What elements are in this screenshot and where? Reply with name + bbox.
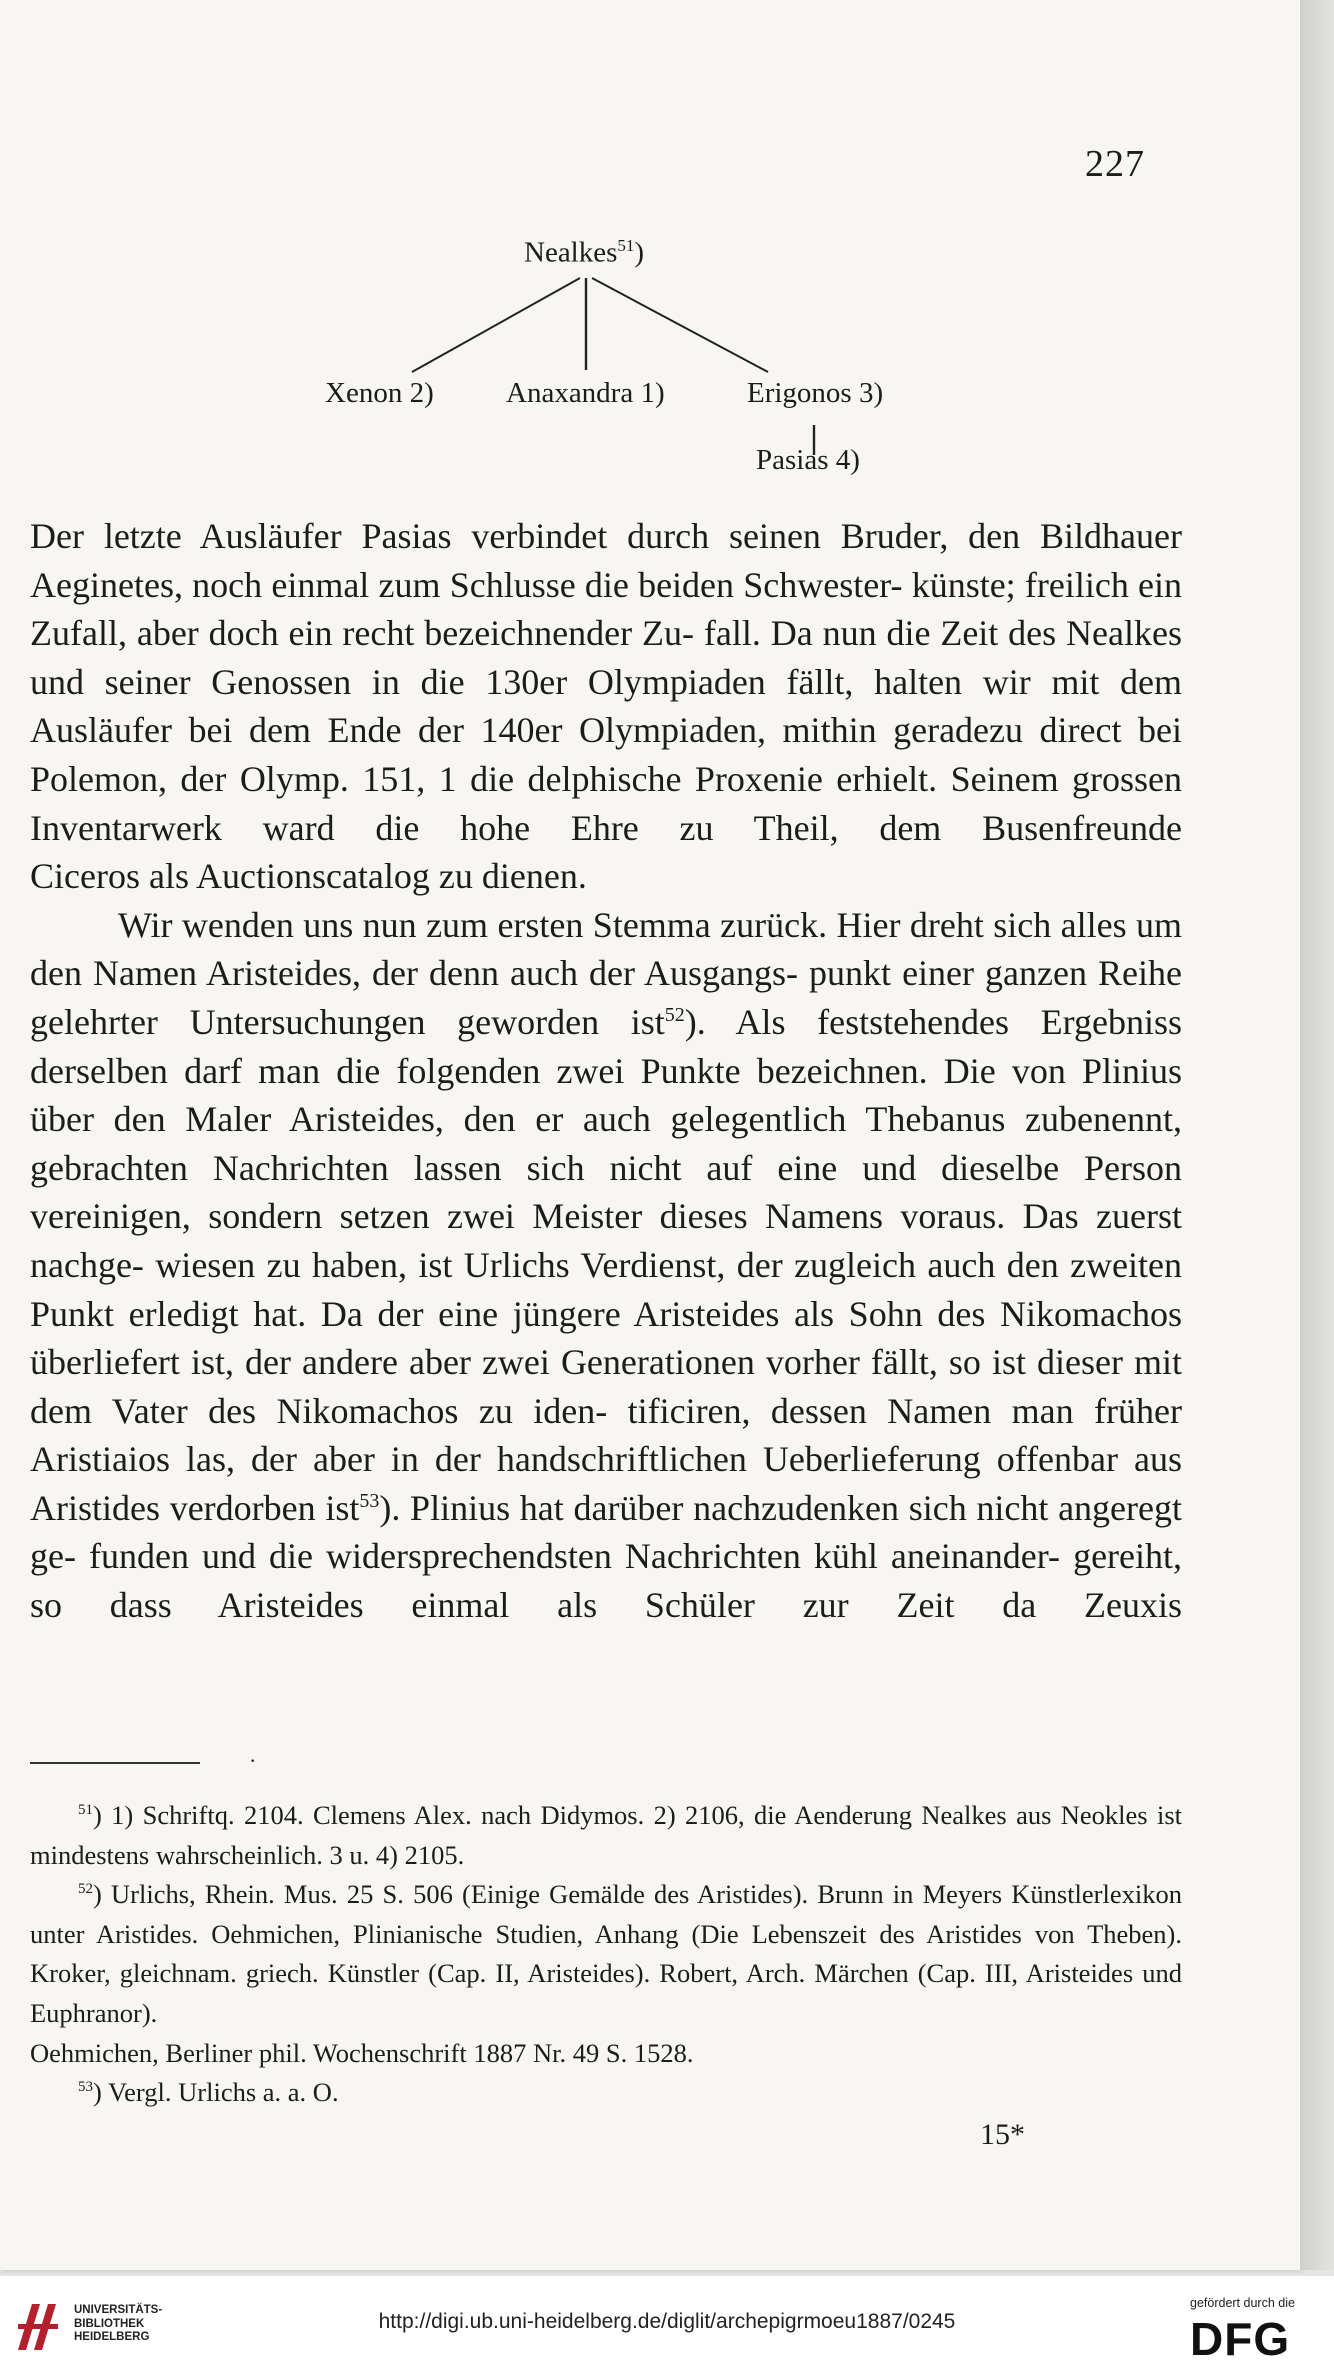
signature-mark: 15* (980, 2118, 1025, 2151)
text-line: funden und die widersprechendsten Nachrichten kühl aneinander- (89, 1536, 1061, 1577)
text-line: Punkte bezeichnen. Die von Plinius über den Maler Aristeides, den (30, 1050, 1182, 1140)
text-line: tificiren, dessen Namen man früher Aristiaios las, der aber in der (30, 1390, 1182, 1480)
text-line: der 140er Olympiaden, mithin geradezu direct bei Polemon, der (30, 710, 1183, 799)
text-line: punkt einer ganzen Reihe gelehrter Untersuchungen geworden ist (30, 953, 1182, 1042)
footnote-separator (30, 1762, 200, 1764)
text-line: vorher fällt, so ist dieser mit dem Vater des Nikomachos zu iden- (30, 1342, 1182, 1431)
text-line: lassen sich nicht auf eine und dieselbe Person vereinigen, sondern (30, 1147, 1183, 1237)
footnote-52: $^{52}$) Urlichs, Rhein. Mus. 25 S. 506 (Einige Gemälde des Aristides). Brunn in Meyers Künstlerlexikon unter Aristides. Oehmichen, Plinianische Studien, Anhang (Die Lebenszeit des Aristides von Theben). Kroker, gleichnam. griech. Künstler (Cap. II, Aristeides). Robert, Arch. Märchen (Cap. III, Aristeides und Euphranor). (30, 1879, 1183, 2028)
stemma-line-root-left (412, 278, 580, 372)
text-line: sich alles um den Namen Aristeides, der denn auch der Ausgangs- (30, 904, 1183, 994)
stemma-root-node: Nealkes$^{51}$) (524, 236, 645, 269)
stemma-child-erigonos: Erigonos 3) (747, 377, 884, 409)
text-line: wiesen zu haben, ist Urlichs Verdienst, der zugleich auch den (155, 1244, 1059, 1285)
text-line: Olymp. 151, 1 die delphische Proxenie erhielt. Seinem grossen (239, 758, 1182, 799)
text-line: 130er Olympiaden fällt, halten wir mit dem Ausläufer bei dem Ende (30, 661, 1183, 751)
footnote-52-last-line: Oehmichen, Berliner phil. Wochenschrift 1887 Nr. 49 S. 1528. (30, 2037, 694, 2068)
text-line: Wir wenden uns nun zum ersten Stemma zurück. Hier dreht (118, 904, 984, 945)
text-line: Der letzte Ausläufer Pasias verbindet durch seinen Bruder, den (30, 516, 1021, 556)
paragraph-1 (30, 512, 1182, 852)
footnotes (30, 1796, 1182, 2113)
text-line: Inventarwerk ward die hohe Ehre zu Theil, dem Busenfreunde (30, 807, 1182, 848)
footnote-53: $^{53}$) Vergl. Urlichs a. a. O. (78, 2077, 339, 2108)
page-number: 227 (1085, 143, 1145, 185)
viewer-footer (0, 2276, 1334, 2374)
library-name: UNIVERSITÄTS- BIBLIOTHEK HEIDELBERG (74, 2304, 163, 2343)
stemma-diagram (0, 0, 1300, 500)
footnote-ref-53: 53 (359, 1489, 380, 1512)
text-line: setzen zwei Meister dieses Namens voraus. Das zuerst nachge- (30, 1196, 1182, 1285)
paragraph-2: Wir wenden uns nun zum ersten Stemma zurück. Hier dreht sich alles um den Namen Aristeides, der denn auch der Ausgangs- punkt einer ganzen Reihe gelehrter Untersuchungen geworden ist$^{52}$). Als feststehendes Ergebniss derselben darf man die folgenden zwei Punkte bezeichnen. Die von Plinius über den Maler Aristeides, den er auch gelegentlich Thebanus zubenennt, gebrachten Nachrichten lassen sich nicht auf eine und dieselbe Person vereinigen, sondern setzen zwei Meister dieses Namens voraus. Das zuerst nachge- wiesen zu haben, ist Urlichs Verdienst, der zugleich auch den zweiten Punkt erledigt hat. Da der eine jüngere Aristeides als Sohn des Nikomachos überliefert ist, der andere aber zwei Generationen vorher fällt, so ist dieser mit dem Vater des Nikomachos zu iden- tificiren, dessen Namen man früher Aristiaios las, der aber in der handschriftlichen Ueberlieferung offenbar aus Aristides verdorben ist$^{53}$). Plinius hat darüber nachzudenken sich nicht angeregt ge- funden und die widersprechendsten Nachrichten kühl aneinander- gereiht, so dass Aristeides einmal als Schüler zur Zeit da Zeuxis (30, 904, 1183, 1626)
body-text (30, 512, 1182, 1630)
separator-dot: · (249, 1748, 257, 1773)
text-line: des Nikomachos überliefert ist, der andere aber zwei Generationen (30, 1293, 1182, 1383)
stemma-lines (0, 0, 1300, 500)
stemma-child-xenon: Xenon 2) (325, 377, 434, 409)
text-line: er auch gelegentlich Thebanus zubenennt, gebrachten Nachrichten (30, 1099, 1182, 1188)
text-line: Bildhauer Aeginetes, noch einmal zum Schlusse die beiden Schwester- (30, 516, 1182, 605)
text-line: gereiht, so dass Aristeides einmal als Schüler zur Zeit da Zeuxis (30, 1536, 1183, 1626)
text-line: Als feststehendes Ergebniss derselben darf man die folgenden zwei (30, 1001, 1183, 1091)
permalink-url[interactable]: http://digi.ub.uni-heidelberg.de/diglit/archepigrmoeu1887/0245 (378, 2310, 956, 2333)
text-line: handschriftlichen Ueberlieferung offenbar aus Aristides verdorben (30, 1439, 1182, 1528)
stemma-line-root-right (592, 278, 768, 372)
dfg-logo: DFG (1190, 2313, 1291, 2365)
footnote-51: $^{51}$) 1) Schriftq. 2104. Clemens Alex. nach Didymos. 2) 2106, die Aenderung Nealkes aus Neokles ist mindestens wahrscheinlich. 3 u. 4) 2105. (30, 1800, 1182, 1870)
stemma-grandchild-pasias: Pasias 4) (756, 444, 860, 476)
footnote-ref-52: 52 (664, 1003, 685, 1026)
text-line: fall. Da nun die Zeit des Nealkes und seiner Genossen in die (30, 613, 1183, 702)
page-edge (1300, 0, 1334, 2270)
paragraph-1-last-line: Ciceros als Auctionscatalog zu dienen. (30, 856, 587, 897)
text-line: künste; freilich ein Zufall, aber doch ein recht bezeichnender Zu- (30, 564, 1183, 654)
funder-caption: gefördert durch die (1190, 2296, 1295, 2310)
stemma-child-anaxandra: Anaxandra 1) (506, 377, 665, 409)
text-line: zweiten Punkt erledigt hat. Da der eine jüngere Aristeides als Sohn (30, 1244, 1183, 1334)
